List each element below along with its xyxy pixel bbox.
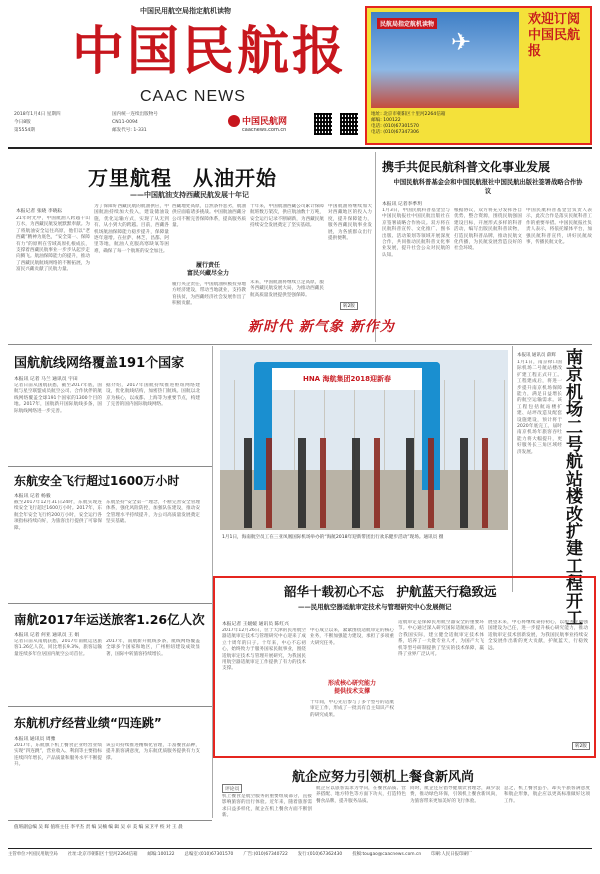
qr-code-icon-2 [340, 113, 358, 135]
nanjing-byline: 本报讯 通讯员 薛辉 [517, 353, 556, 358]
calligraphy-banner: 新时代 新气象 新作为 [248, 319, 395, 335]
nanjing-body-1: 1月1日，南京禄口国际机场二号航站楼改扩建工程正式开工。工程建成后，将进一步提升南京机场保障能力，满足日益增长的航空运输需求。该工程包括航站楼扩建、站坪改造及配套设施建设，预计将于2020年底完工，届时南京机场年旅客吞吐能力将大幅提升，更好服务长三角区域经济发展。 [517, 360, 562, 455]
masthead-tagline: 中国民用航空局指定航机读物 [140, 7, 231, 15]
feature-byline: 本报记者 王媛媛 通讯员 陈红兴 [222, 622, 289, 627]
lead-body-col-4: 履行央企责任，中国航油积极投身地方经济建设，带动当地就业，支持教育扶贫，为西藏经济社会发展作出了积极贡献。 [172, 282, 246, 307]
lead-continue-tag[interactable]: 转2版 [340, 302, 358, 310]
safety-byline: 本报讯 记者 杨毅 [14, 494, 51, 499]
photo-arch-banner: HNA 海航集团2018迎新春 [272, 368, 422, 390]
catering-byline: 本报讯 通讯员 周雅 [14, 737, 56, 742]
routes-body-2: 据介绍，2017年国航持续推进枢纽网络建设，优化航线结构，加密热门航线。国航以北京为核心，以成都、上海等为重要节点，构建了完善的国内国际航线网络。 [106, 383, 200, 408]
footer-divider [8, 848, 592, 849]
ad-banner: 民航局指定航机读物 [377, 18, 437, 29]
catering-body-1: 2017年，东航旗下机上餐食企业经营业绩实现“四连跳”，营业收入、利润等主要指标连续四年增长，产品质量和服务水平不断提升。 [14, 743, 102, 768]
section-divider-2 [8, 466, 212, 467]
routes-byline: 本报讯 记者 马兰 通讯员 宇田 [14, 377, 78, 382]
ad-tel-1: 电话: (010)67301570 [371, 124, 419, 129]
culture-body-col-1: 1月3日，中国民航科普基金会与中国民航报社中国民航出版社在京签署战略合作协议。双方将在民航科普宣传、文化推广、图书出版、活动策划等领域开展深度合作，共同推动民航科普文化事业发展，提升社会公众对民航的认知。 [382, 208, 450, 258]
photo-caption: 1月1日，海南航空员工在三亚凤凰国际机场举办的“海航2018年迎新带团出行欢乐健步活动”现场。通讯员 摄 [222, 535, 444, 540]
culture-byline: 本报讯 记者李季玥 [382, 202, 422, 207]
meals-body-4: 总之，机上餐食虽小，却关乎旅客满意度和航企形象，航企应以更高标准做好这项工作。 [504, 786, 590, 804]
meals-headline[interactable]: 航企应努力引领机上餐食新风尚 [292, 770, 475, 785]
feature-headline[interactable]: 韶华十载初心不忘 护航蓝天行稳致远 [284, 584, 497, 599]
issue-date: 2018年1月4日 星期四 [14, 112, 61, 117]
feature-body-5: 展望未来，中心将继续秉持初心，以服务民航强国建设为己任，进一步提升核心研究能力，推动适航审定技术创新发展，为我国民航事业持续安全发展作出新的更大贡献，护航蓝天，行稳致远。 [488, 620, 588, 651]
footer-item: 印刷:人民日报印刷厂 [431, 852, 473, 857]
nanjing-headline[interactable]: 南京机场二号航站楼改扩建工程开工 [566, 348, 583, 630]
culture-body-col-3: 中国民航科普基金会负责人表示，此次合作是落实民航科普工作的重要举措。中国民航报社负责人表示，将依托媒体平台，加强民航科普宣传，讲好民航故事，传播民航文化。 [526, 208, 592, 246]
culture-headline[interactable]: 携手共促民航科普文化事业发展 [382, 160, 551, 174]
ad-zip: 邮编: 100122 [371, 118, 401, 123]
lead-body-col-2: 为了保障好西藏民航的航油供应，中国航油持续加大投入，建设储油设施，优化运输方式，实现了从无到有、从小到大的跨越。目前，西藏各机场航油保障能力稳步提升，保障量逐年递增。在拉萨、林芝、昌都、阿里等地，航油人克服高寒缺氧等困难，确保了每一个航班的安全加注。 [94, 204, 169, 254]
section-divider-4 [8, 706, 212, 707]
divider-v1 [375, 152, 376, 342]
airplane-icon: ✈ [451, 28, 472, 56]
ad-contact [371, 112, 583, 136]
safety-body-1: 截至2017年12月31日24时，东航实现连续安全飞行超过1600万小时。2017年，东航全年安全飞行约200万小时，安全运行各项指标持续向好，为旅客出行提供了可靠保障。 [14, 500, 102, 531]
masthead-subtitle: CAAC NEWS [140, 88, 246, 105]
cn-number: CN11-0094 [112, 120, 138, 125]
lead-byline: 本报记者 张晓 李晓耘 [16, 209, 63, 214]
site-logo-icon [228, 115, 240, 127]
ad-image [371, 12, 519, 108]
feature-body-3: 十年间，中心先后参与了多个型号的适航审定工作，形成了一批具有自主知识产权的研究成果。 [310, 700, 394, 718]
lead-headline[interactable]: 万里航程 从油开始 [88, 166, 277, 190]
culture-subtitle: 中国民航科普基金会和中国民航报社中国民航出版社签署战略合作协议 [393, 179, 583, 195]
lead-body-col-7: 中国航油将继续加大对西藏地区的投入力度，提升保障能力，服务西藏民航事业发展，为各族群众出行提供便利。 [328, 204, 372, 242]
passengers-headline[interactable]: 南航2017年运送旅客1.26亿人次 [14, 612, 205, 627]
site-url: caacnews.com.cn [242, 127, 287, 133]
routes-headline[interactable]: 国航航线网络覆盖191个国家 [14, 356, 185, 371]
safety-headline[interactable]: 东航安全飞行超过1600万小时 [14, 474, 180, 488]
footer [8, 852, 592, 870]
lead-body-col-1: 21年时光中，中国航油人跨越千山万水，为西藏民航发展默默奉献。为了将航油安全运往高原，他们以“老西藏”精神为底色，“安全第一、保障有力”的原则在雪域高原扎根成长，支撑着西藏民航事业一步步从起步走向腾飞。航油保障能力的提升，推动了西藏民航航线网络的不断拓展，为富民兴藏贡献了民航力量。 [16, 216, 90, 273]
editors-divider [8, 820, 212, 821]
section-divider-3 [8, 603, 212, 604]
feature-body-4: 适航审定是保障民用航空器安全的重要环节。中心通过深入研究国际适航标准，结合我国实际，建立健全适航审定技术体系，培养了一大批专业人才，为国产大飞机等型号研制提供了坚实的技术保障，赢得了业界广泛认可。 [398, 620, 484, 658]
postal-code: 邮发代号: 1-331 [112, 128, 147, 133]
passengers-body-2: 2017年，南航新开航线多条，航线网络覆盖全球多个国家和地区，广州枢纽建设成效显著，国际中转旅客持续增长。 [106, 639, 200, 657]
safety-body-2: 东航坚持“安全第一”理念，不断完善安全管理体系，强化风险防控，加强队伍建设，推动安全管理水平持续提升，为公司高质量发展奠定坚实基础。 [106, 500, 200, 525]
lead-body-col-5: 十年来，中国航油西藏公司累计保障航班数万架次，供应航油数十万吨，安全运行记录不断刷新，为西藏民航持续安全发展奠定了坚实基础。 [250, 204, 324, 229]
feature-subhead: 形成核心研究能力 提供技术支撑 [327, 680, 376, 695]
lead-subhead: 履行责任 富民兴藏尽全力 [186, 262, 229, 277]
divider-v3 [512, 346, 513, 592]
footer-item: 邮编:100122 [147, 852, 175, 857]
meals-body-2: 航企应以旅客需求为导向，在餐食品质、营养搭配、地方特色等方面下功夫，打造特色餐食品牌，提升服务品质。 [316, 786, 406, 804]
passengers-byline: 本报讯 记者 何亚 通讯员 王 娟 [14, 633, 80, 638]
feature-body-1: 2017年12月26日，位于天津的民用航空器适航审定技术与管理研究中心迎来了成立十周年的日子。十年来，中心不忘初心，始终致力于服务国家民航事业，围绕适航审定技术与管理开展研究，为我国民用航空器适航审定工作提供了有力的技术支撑。 [222, 628, 306, 672]
feature-continue-tag[interactable]: 转2版 [572, 742, 590, 750]
ad-tel-2: 电话: (010)67347306 [371, 130, 419, 135]
lead-body-col-6: 未来，中国航油将继续立足高原，服务西藏民航发展大局，为推动西藏民航高质量发展提供坚强保障。 [250, 280, 324, 298]
feature-body-2: 中心成立以来，紧紧围绕适航审定的核心业务，不断加强能力建设，承担了多项重大研究任务。 [310, 628, 394, 646]
passengers-body-1: 记者日前从南航获悉，2017年南航运送旅客1.26亿人次，同比增长9.3%，旅客运输量连续多年位居国内航空公司首位。 [14, 639, 102, 657]
footer-item: 总编室:(010)67301570 [184, 852, 234, 857]
page-count: 今日8版 [14, 120, 31, 125]
catering-body-2: 该公司持续推进精细化管理，丰富餐食品种，提升旅客满意度，为东航优质服务提供有力支撑。 [106, 743, 200, 761]
news-photo [220, 350, 508, 530]
meals-body-3: 同时，航企还应倡导健康饮食理念，减少浪费，推动绿色环保，引领机上餐食新风尚，为旅客带来更加美好的飞行体验。 [410, 786, 500, 804]
masthead-title: 中国民航报 [72, 21, 348, 82]
ad-slogan: 欢迎订阅中国民航报 [528, 12, 581, 59]
lead-body-col-3: 西藏地处高原，自然条件恶劣，航油供应面临诸多挑战。中国航油西藏分公司不断完善保障体系，提高服务质量。 [172, 204, 246, 229]
footer-item: 广告:(010)67340722 [243, 852, 288, 857]
issue-number: 第5554期 [14, 128, 35, 133]
masthead-divider [8, 147, 592, 149]
photo-people [230, 438, 500, 528]
feature-subtitle: ——民用航空器适航审定技术与管理研究中心发展侧记 [298, 603, 452, 611]
footer-item: 社址:北京市朝阳区十里河2264信箱 [67, 852, 138, 857]
site-name: 中国民航网 [242, 117, 288, 127]
editors-line: 值班副总编 吴 晖 值班主任 李平杰 责 编 吴楠 编 辑 吴 卓 美 编 宋卫平 校 对 王 晨 [14, 825, 183, 830]
meals-byline: 评论员 [222, 784, 242, 793]
footer-item: 发行:(010)67362430 [297, 852, 343, 857]
section-divider-1 [8, 344, 592, 345]
routes-body-1: 记者日前从国航获悉，截至2017年底，国航与星空联盟成员航空公司、合作伙伴的航线网络覆盖全球191个国家的1300个目的地。2017年，国航新开国际航线多条，国际航线网络进一步完善。 [14, 383, 102, 414]
meals-body-1: 机上餐食是航空服务的重要组成部分，直接影响旅客的出行体验。近年来，随着旅客需求日益多样化，航企在机上餐食方面不断创新。 [222, 794, 312, 819]
ad-address: 地址: 北京市朝阳区十里河2264信箱 [371, 112, 446, 117]
footer-item: 投稿:tougao@caacnews.com.cn [352, 852, 422, 857]
footer-item: 主管单位:中国民用航空局 [8, 852, 58, 857]
site-logo[interactable] [228, 113, 310, 137]
lead-subtitle: ——中国航油支持西藏民航发展十年记 [130, 191, 249, 199]
catering-headline[interactable]: 东航机疗经营业绩“四连跳” [14, 716, 162, 730]
culture-body-col-2: 根据协议，双方将充分发挥各自优势，整合资源，围绕民航强国建设目标，开展形式多样的科普活动，编写出版民航科普读物，打造民航科普品牌，推动民航文化传播，为民航发展营造良好的社会环境。 [454, 208, 522, 252]
subscription-ad[interactable] [365, 6, 592, 145]
cn-label: 国内统一连续出版物号 [112, 112, 158, 117]
qr-code-icon [314, 113, 332, 135]
